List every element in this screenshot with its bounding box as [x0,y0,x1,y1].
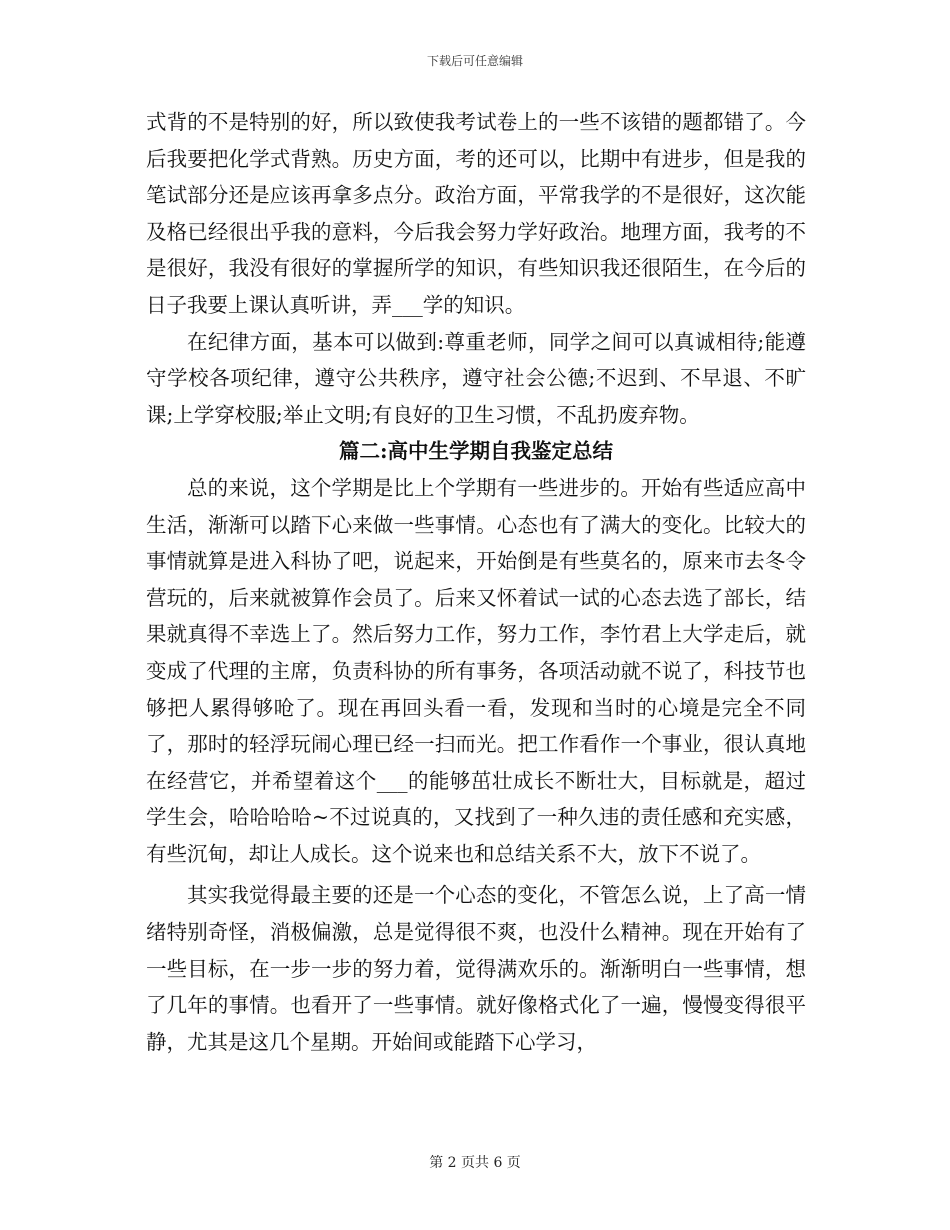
page-number: 第 2 页共 6 页 [429,1155,521,1171]
section-heading: 篇二:高中生学期自我鉴定总结 [338,439,614,464]
document-body [146,104,806,1060]
paragraph-discipline: 在纪律方面，基本可以做到:尊重老师，同学之间可以真诚相待;能遵守学校各项纪律，遵守公共秩序，遵守社会公德;不迟到、不早退、不旷课;上学穿校服;举止文明;有良好的卫生习惯，不乱扔废弃物。 [146,329,806,427]
paragraph-semester-progress: 总的来说，这个学期是比上个学期有一些进步的。开始有些适应高中生活，渐渐可以踏下心来做一些事情。心态也有了满大的变化。比较大的事情就算是进入科协了吧，说起来，开始倒是有些莫名的，原来市去冬令营玩的，后来就被算作会员了。后来又怀着试一试的心态去选了部长，结果就真得不幸选上了。然后努力工作，努力工作，李竹君上大学走后，就变成了代理的主席，负责科协的所有事务，各项活动就不说了，科技节也够把人累得够呛了。现在再回头看一看，发现和当时的心境是完全不同了，那时的轻浮玩闹心理已经一扫而光。把工作看作一个事业，很认真地在经营它，并希望着这个___的能够茁壮成长不断壮大，目标就是，超过学生会，哈哈哈哈~不过说真的，又找到了一种久违的责任感和充实感，有些沉甸，却让人成长。这个说来也和总结关系不大，放下不说了。 [146,475,806,866]
paragraph-mindset-change: 其实我觉得最主要的还是一个心态的变化，不管怎么说，上了高一情绪特别奇怪，消极偏激，总是觉得很不爽，也没什么精神。现在开始有了一些目标，在一步一步的努力着，觉得满欢乐的。渐渐明白一些事情，想了几年的事情。也看开了一些事情。就好像格式化了一遍，慢慢变得很平静，尤其是这几个星期。开始间或能踏下心学习， [146,883,806,1054]
header-note: 下载后可任意编辑 [426,54,523,68]
paragraph-study-summary: 式背的不是特别的好，所以致使我考试卷上的一些不该错的题都错了。今后我要把化学式背熟。历史方面，考的还可以，比期中有进步，但是我的笔试部分还是应该再拿多点分。政治方面，平常我学的不是很好，这次能及格已经很出乎我的意料，今后我会努力学好政治。地理方面，我考的不是很好，我没有很好的掌握所学的知识，有些知识我还很陌生，在今后的日子我要上课认真听讲，弄___学的知识。 [146,110,806,317]
